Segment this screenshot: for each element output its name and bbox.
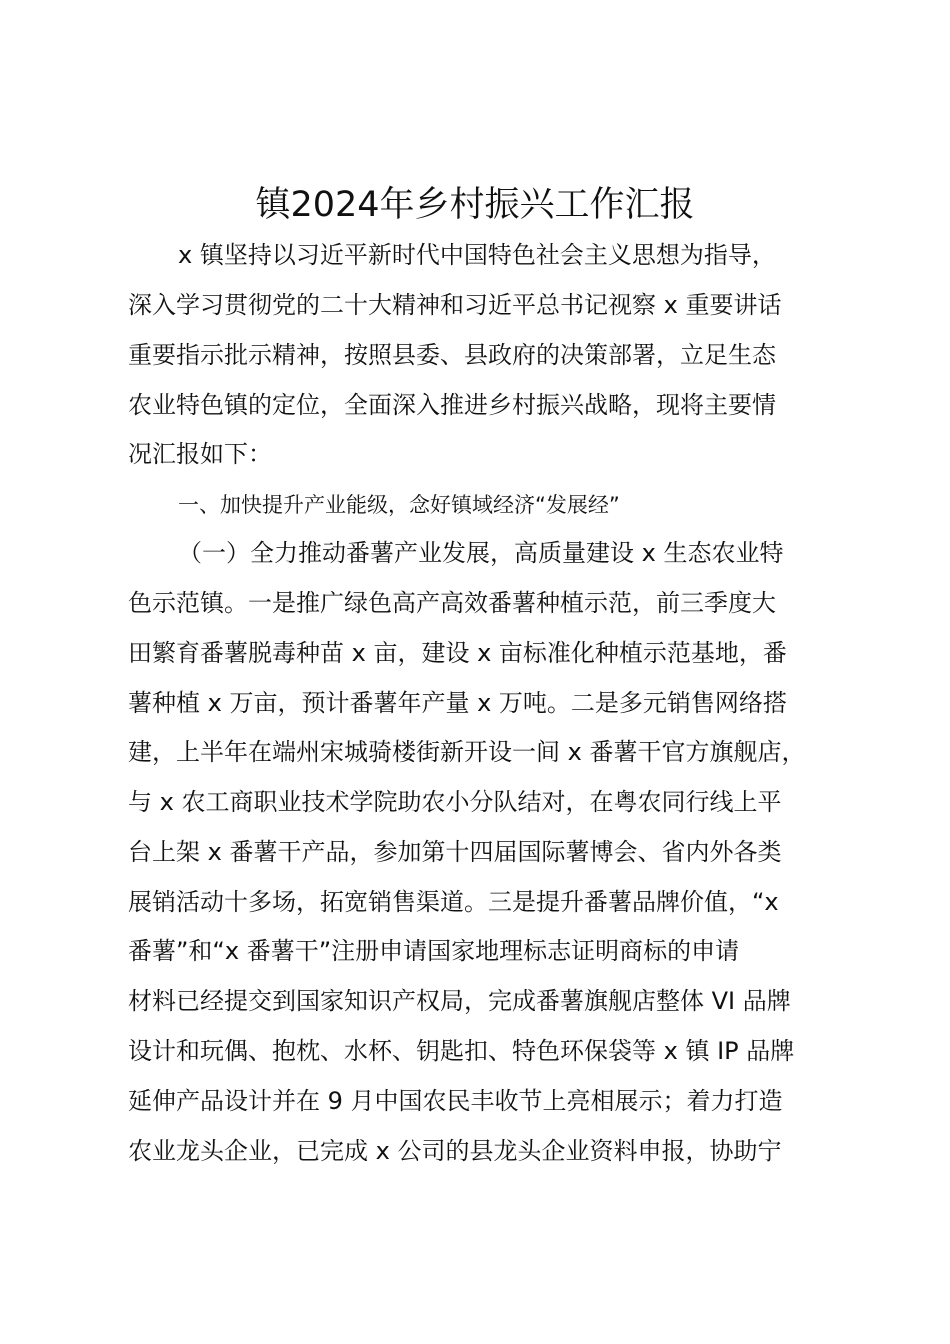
paragraph-line: 薯种植 x 万亩，预计番薯年产量 x 万吨。二是多元销售网络搭: [128, 689, 787, 717]
paragraph-line: （一）全力推动番薯产业发展，高质量建设 x 生态农业特: [178, 539, 784, 567]
paragraph-line: 建，上半年在端州宋城骑楼街新开设一间 x 番薯干官方旗舰店，: [128, 738, 806, 766]
paragraph-line: 与 x 农工商职业技术学院助农小分队结对，在粤农同行线上平: [128, 788, 782, 816]
paragraph-line: 材料已经提交到国家知识产权局，完成番薯旗舰店整体 VI 品牌: [128, 987, 791, 1015]
section-heading: 一、加快提升产业能级，念好镇域经济“发展经”: [178, 493, 620, 517]
paragraph-line: 田繁育番薯脱毒种苗 x 亩，建设 x 亩标准化种植示范基地，番: [128, 639, 787, 667]
paragraph-line: 色示范镇。一是推广绿色高产高效番薯种植示范，前三季度大: [128, 589, 776, 617]
paragraph-line: 番薯”和“x 番薯干”注册申请国家地理标志证明商标的申请: [128, 937, 740, 965]
paragraph-line: 农业特色镇的定位，全面深入推进乡村振兴战略，现将主要情: [128, 391, 776, 419]
paragraph-line: 设计和玩偶、抱枕、水杯、钥匙扣、特色环保袋等 x 镇 IP 品牌: [128, 1037, 795, 1065]
paragraph-line: 延伸产品设计并在 9 月中国农民丰收节上亮相展示；着力打造: [128, 1087, 783, 1115]
paragraph-line: 农业龙头企业，已完成 x 公司的县龙头企业资料申报，协助宁: [128, 1137, 782, 1165]
paragraph-line: 况汇报如下：: [128, 440, 272, 468]
paragraph-line: 展销活动十多场，拓宽销售渠道。三是提升番薯品牌价值，“x: [128, 888, 779, 916]
document-title: 镇2024年乡村振兴工作汇报: [255, 185, 695, 225]
paragraph-line: 深入学习贯彻党的二十大精神和习近平总书记视察 x 重要讲话: [128, 291, 782, 319]
paragraph-line: x 镇坚持以习近平新时代中国特色社会主义思想为指导，: [178, 241, 776, 269]
paragraph-line: 台上架 x 番薯干产品，参加第十四届国际薯博会、省内外各类: [128, 838, 782, 866]
paragraph-line: 重要指示批示精神，按照县委、县政府的决策部署，立足生态: [128, 341, 776, 369]
